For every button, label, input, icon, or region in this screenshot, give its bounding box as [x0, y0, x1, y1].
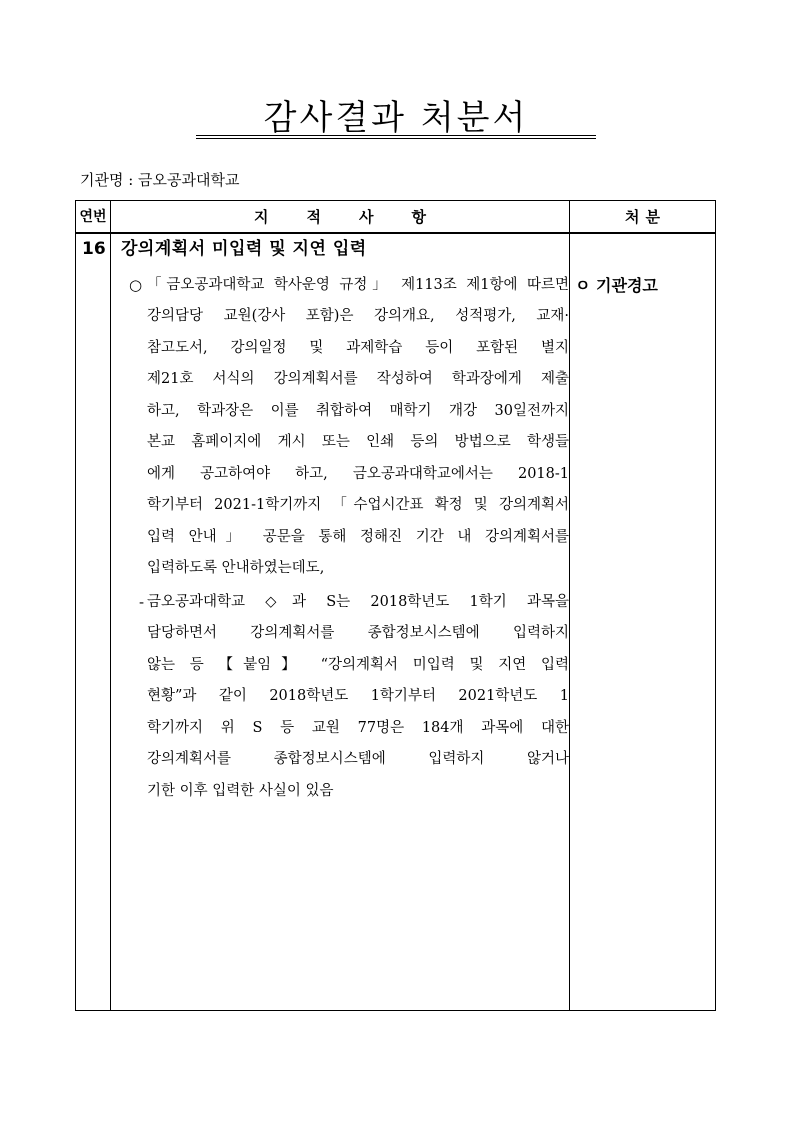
table-header-row [76, 201, 716, 233]
text-line: 현황”과 같이 2018학년도 1학기부터 2021학년도 1 [147, 688, 569, 704]
header-findings [111, 201, 570, 233]
document-title: 감사결과 처분서 [263, 98, 529, 138]
action-text: ㅇ 기관경고 [575, 275, 658, 295]
text-line: 참고도서, 강의일정 및 과제학습 등이 포함된 별지 [147, 339, 569, 356]
text-line: 본교 홈페이지에 게시 또는 인쇄 등의 방법으로 학생들 [147, 434, 569, 450]
finding-paragraph-2-text [147, 587, 569, 808]
table-row [76, 233, 716, 1011]
bullet-dash: - [139, 592, 145, 611]
row-findings [111, 233, 570, 1011]
text-line: 기한 이후 입력한 사실이 있음 [147, 782, 334, 799]
text-line: 학기까지 위 S 등 교원 77명은 184개 과목에 대한 [147, 719, 569, 736]
finding-paragraph-1 [111, 270, 569, 585]
text-line: 「금오공과대학교 학사운영 규정」 제113조 제1항에 따르면 [147, 276, 569, 293]
text-line: 입력하도록 안내하였는데도, [147, 560, 325, 576]
text-line: 않는 등 【붙임】 “강의계획서 미입력 및 지연 입력 [147, 656, 569, 673]
text-line: 학기부터 2021-1학기까지 「수업시간표 확정 및 강의계획서 [147, 497, 569, 513]
organization-line: 기관명 : 금오공과대학교 [80, 171, 240, 189]
text-line: 제21호 서식의 강의계획서를 작성하여 학과장에게 제출 [147, 371, 569, 387]
finding-paragraph-2 [111, 587, 569, 808]
text-line: 에게 공고하여야 하고, 금오공과대학교에서는 2018-1 [147, 465, 569, 482]
header-action [570, 201, 716, 233]
findings-table [75, 200, 716, 1011]
text-line: 강의계획서를 종합정보시스템에 입력하지 않거나 [147, 751, 569, 767]
title-underline [196, 135, 596, 136]
finding-heading: 강의계획서 미입력 및 지연 입력 [121, 238, 367, 259]
title-underline-double [196, 138, 596, 139]
text-line: 담당하면서 강의계획서를 종합정보시스템에 입력하지 [147, 625, 569, 641]
finding-paragraph-1-text [147, 270, 569, 585]
header-action-label: 처분 [625, 207, 666, 226]
bullet-circle: ○ [129, 275, 143, 294]
header-number: 연번 [76, 201, 111, 233]
text-line: 하고, 학과장은 이를 취합하여 매학기 개강 30일전까지 [147, 402, 569, 419]
text-line: 입력 안내」 공문을 통해 정해진 기간 내 강의계획서를 [147, 528, 569, 545]
text-line: 금오공과대학교 ◇과 S는 2018학년도 1학기 과목을 [147, 593, 569, 610]
text-line: 강의담당 교원(강사 포함)은 강의개요, 성적평가, 교재· [147, 308, 569, 324]
row-number: 16 [76, 233, 111, 1011]
header-findings-label: 지적사항 [254, 207, 464, 226]
row-action [570, 233, 716, 1011]
